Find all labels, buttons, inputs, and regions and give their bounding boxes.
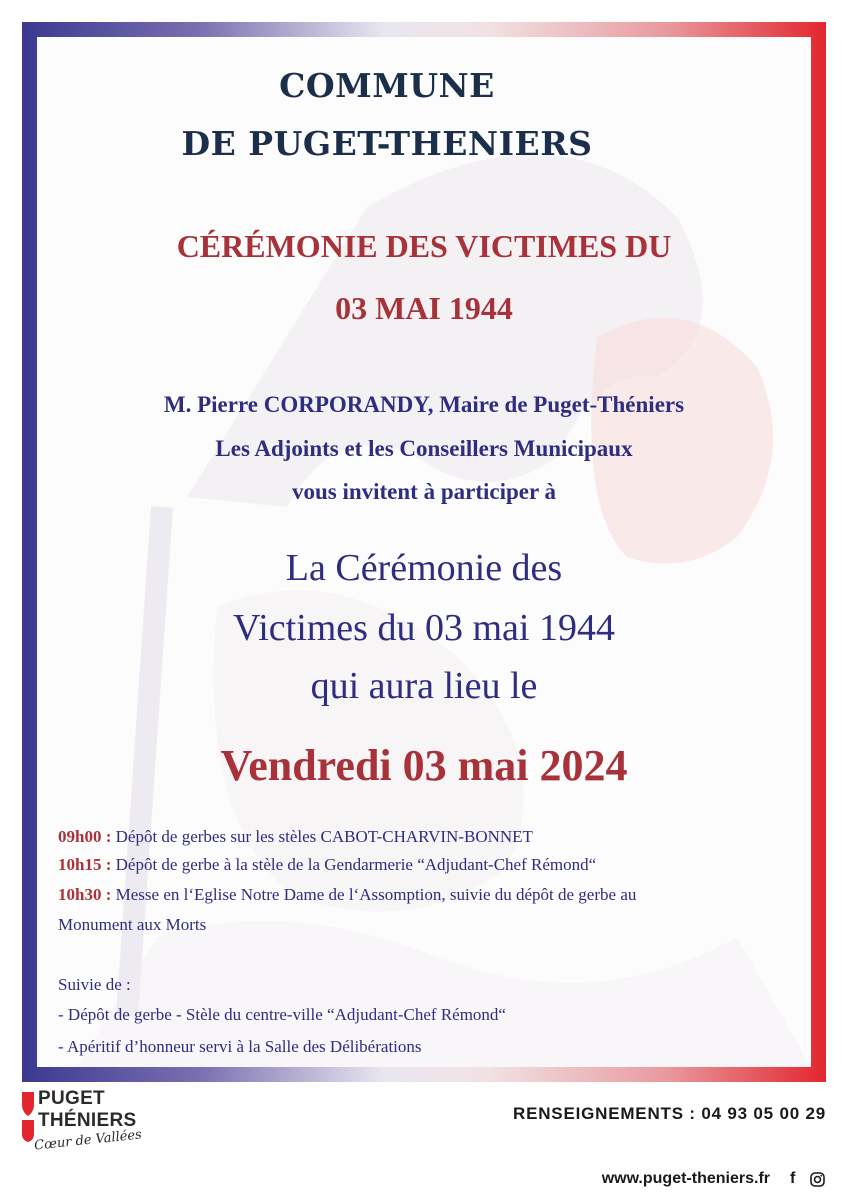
invitation-line2: Les Adjoints et les Conseillers Municipaux <box>215 436 633 461</box>
program-text: Dépôt de gerbes sur les stèles CABOT-CHARVIN-BONNET <box>111 827 533 846</box>
event-line3: qui aura lieu le <box>310 665 538 707</box>
ceremony-heading-line1: CÉRÉMONIE DES VICTIMES DU <box>176 228 672 264</box>
followup-item: - Apéritif d’honneur servi à la Salle des Délibérations <box>58 1037 422 1056</box>
event-date: Vendredi 03 mai 2024 <box>220 741 628 790</box>
followup-title: Suivie de : <box>58 975 131 994</box>
logo-word-theniers: THÉNIERS <box>38 1110 137 1131</box>
contact-phone: RENSEIGNEMENTS : 04 93 05 00 29 <box>513 1104 826 1123</box>
logo-word-puget: PUGET <box>38 1088 105 1109</box>
event-line2: Victimes du 03 mai 1944 <box>233 607 615 649</box>
program-time: 10h30 : <box>58 885 112 904</box>
invitation-line3: vous invitent à participer à <box>291 479 557 504</box>
program-item <box>58 826 798 848</box>
program-item <box>58 854 798 876</box>
program-item <box>58 914 798 936</box>
commune-title-line2: DE PUGET-THENIERS <box>181 124 593 163</box>
program-time: 09h00 : <box>58 827 112 846</box>
instagram-icon[interactable] <box>810 1172 825 1187</box>
program-text: Messe en l‘Eglise Notre Dame de l‘Assomption, suivie du dépôt de gerbe au <box>111 885 637 904</box>
program-item <box>58 884 798 906</box>
followup-item: - Dépôt de gerbe - Stèle du centre-ville “Adjudant-Chef Rémond“ <box>58 1005 506 1024</box>
program-text: Dépôt de gerbe à la stèle de la Gendarmerie “Adjudant-Chef Rémond“ <box>111 855 597 874</box>
commune-title-line1: COMMUNE <box>279 66 495 105</box>
logo-tagline: Cœur de Vallées <box>33 1127 143 1154</box>
facebook-icon[interactable]: f <box>790 1170 796 1187</box>
program-text: Monument aux Morts <box>58 915 207 934</box>
invitation-line1: M. Pierre CORPORANDY, Maire de Puget-Théniers <box>163 392 685 417</box>
website-link[interactable]: www.puget-theniers.fr <box>601 1170 770 1187</box>
event-line1: La Cérémonie des <box>285 547 563 589</box>
ceremony-heading-line2: 03 MAI 1944 <box>335 290 513 326</box>
program-time: 10h15 : <box>58 855 112 874</box>
